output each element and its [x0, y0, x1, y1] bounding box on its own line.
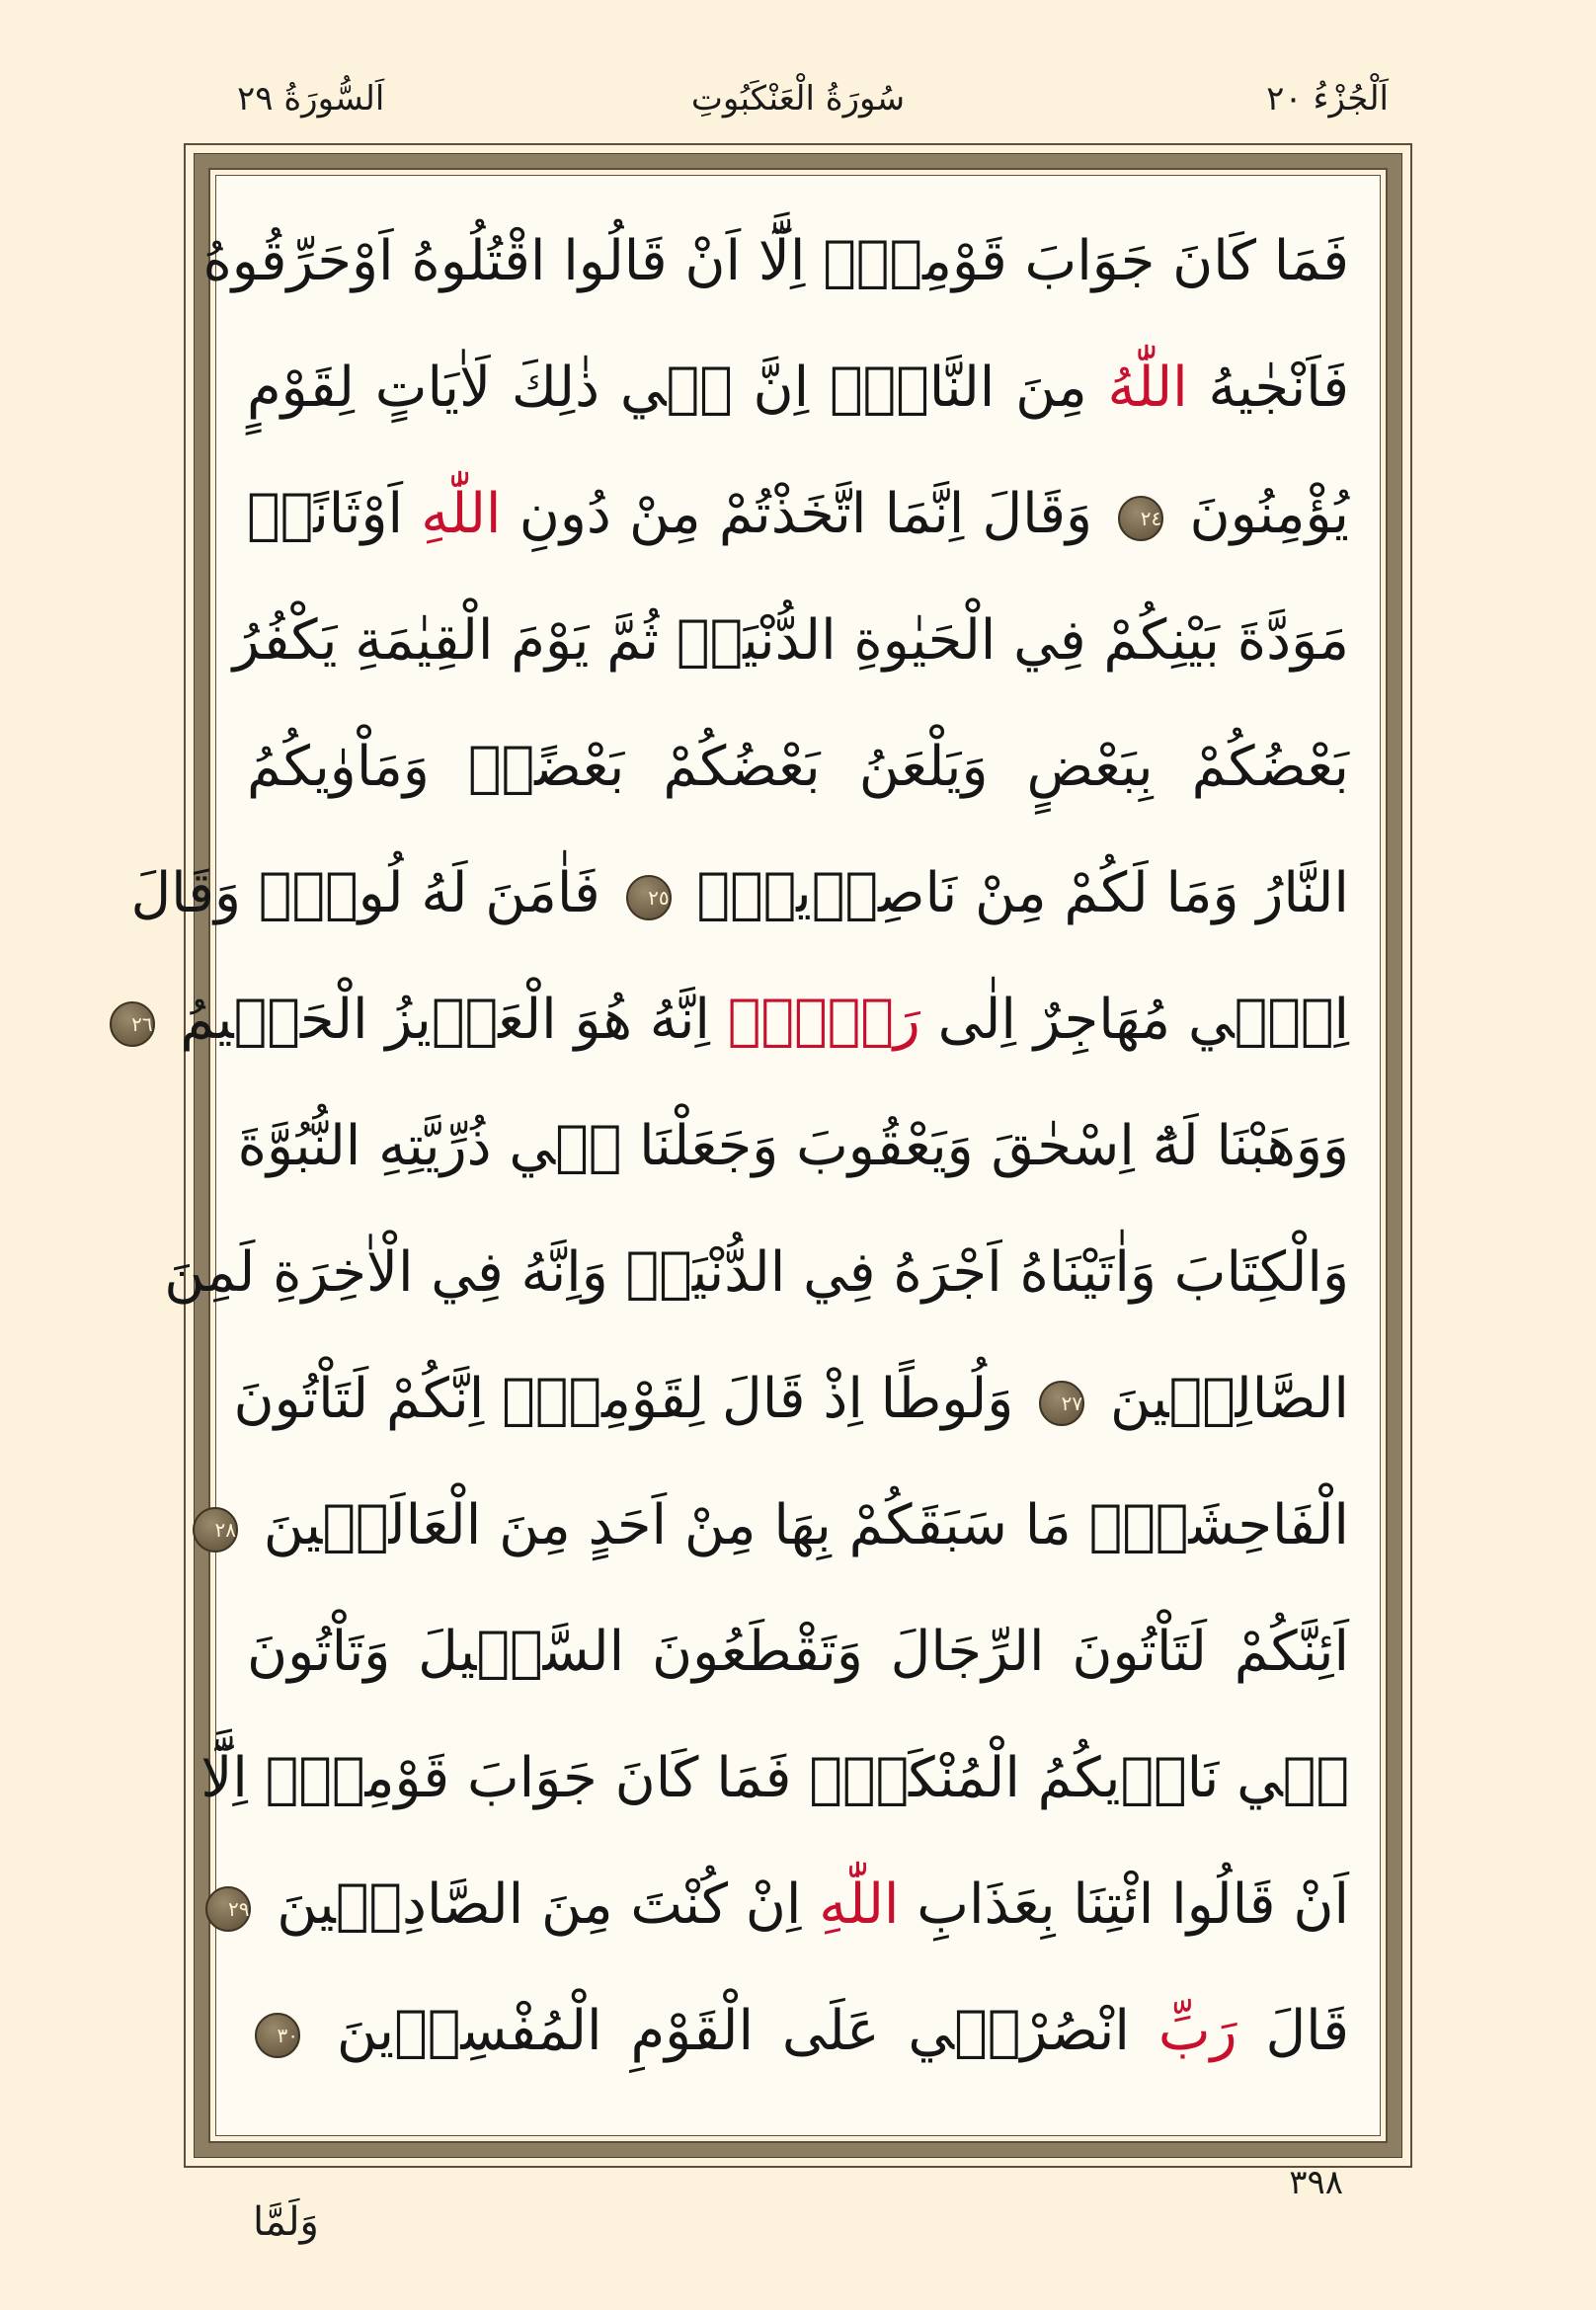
divine-name: رَبِّ — [1157, 1999, 1237, 2063]
line-text: اَوْثَانًاۙ — [247, 482, 422, 546]
text-line — [237, 1097, 1349, 1196]
ayah-number-marker: ٢٧ — [1039, 1381, 1084, 1426]
quran-text-block — [130, 212, 1349, 2118]
line-text: مَوَدَّةَ بَيْنِكُمْ فِي الْحَيٰوةِ الدُّنْيَاۚ ثُمَّ يَوْمَ الْقِيٰمَةِ يَكْفُرُ — [232, 608, 1349, 673]
text-line — [233, 1350, 1349, 1449]
text-line — [228, 1856, 1349, 1954]
line-text: الصَّالِحٖينَ — [1092, 1367, 1349, 1431]
divine-name: اللّٰهِ — [421, 482, 502, 546]
line-text: فٖي نَادٖيكُمُ الْمُنْكَرَۜ فَمَا كَانَ جَوَابَ قَوْمِهٖٓ اِلَّٓا — [200, 1746, 1349, 1810]
line-text: وَلُوطًا اِذْ قَالَ لِقَوْمِهٖٓ اِنَّكُمْ لَتَاْتُونَ — [233, 1367, 1032, 1431]
catchword: وَلَمَّا — [253, 2199, 319, 2245]
text-line — [202, 212, 1349, 311]
page-number: ٣٩٨ — [1289, 2163, 1343, 2202]
line-text: اَئِنَّكُمْ لَتَاْتُونَ الرِّجَالَ وَتَقْطَعُونَ السَّبٖيلَ وَتَاْتُونَ — [247, 1620, 1349, 1684]
ayah-number-marker: ٢٤ — [1118, 496, 1163, 541]
ayah-number-marker: ٣٠ — [255, 2013, 300, 2058]
text-line — [130, 844, 1349, 943]
text-line — [164, 1224, 1349, 1322]
text-line — [247, 1982, 1349, 2081]
line-text: بَعْضُكُمْ بِبَعْضٍ وَيَلْعَنُ بَعْضُكُمْ بَعْضًاۘ وَمَاْوٰيكُمُ — [247, 735, 1349, 799]
text-line — [131, 971, 1349, 1070]
text-line — [247, 718, 1349, 817]
line-text: اِنْ كُنْتَ مِنَ الصَّادِقٖينَ — [259, 1872, 820, 1937]
juz-label: اَلْجُزْءُ ٢٠ — [1266, 79, 1389, 119]
text-line — [232, 592, 1349, 690]
ayah-number-marker: ٢٩ — [205, 1886, 251, 1932]
line-text: يُؤْمِنُونَ — [1171, 482, 1349, 546]
ayah-number-marker: ٢٦ — [110, 1001, 155, 1047]
line-text: فَاَنْجٰيهُ — [1187, 356, 1349, 420]
page-header — [188, 69, 1408, 128]
line-text: وَقَالَ اِنَّمَا اتَّخَذْتُمْ مِنْ دُونِ — [501, 482, 1111, 546]
line-text: الْفَاحِشَةَۘ مَا سَبَقَكُمْ بِهَا مِنْ اَحَدٍ مِنَ الْعَالَمٖينَ — [246, 1493, 1349, 1557]
line-text: فَمَا كَانَ جَوَابَ قَوْمِهٖٓ اِلَّٓا اَنْ قَالُوا اقْتُلُوهُ اَوْحَرِّقُوهُ — [202, 229, 1349, 293]
surah-title: سُورَةُ الْعَنْكَبُوتِ — [690, 79, 906, 119]
text-line — [247, 465, 1349, 564]
divine-name: رَبّٖيۜ — [727, 988, 920, 1052]
divine-name: اللّٰهِ — [819, 1872, 900, 1937]
text-line — [247, 1603, 1349, 1702]
line-text: وَوَهَبْنَا لَهُٓ اِسْحٰقَ وَيَعْقُوبَ وَجَعَلْنَا فٖي ذُرِّيَّتِهِ النُّبُوَّةَ — [237, 1114, 1349, 1178]
line-text: قَالَ — [1237, 1999, 1349, 2063]
line-text: اِنَّهُ هُوَ الْعَزٖيزُ الْحَكٖيمُ — [162, 988, 728, 1052]
text-line — [247, 339, 1349, 438]
line-text: اَنْ قَالُوا ائْتِنَا بِعَذَابِ — [899, 1872, 1349, 1937]
line-text: اِنّٖي مُهَاجِرٌ اِلٰى — [919, 988, 1349, 1052]
ayah-number-marker: ٢٥ — [626, 875, 672, 920]
text-line — [200, 1729, 1349, 1828]
line-text: وَالْكِتَابَ وَاٰتَيْنَاهُ اَجْرَهُ فِي الدُّنْيَاۚ وَاِنَّهُ فِي الْاٰخِرَةِ لَمِنَ — [164, 1240, 1349, 1305]
line-text: النَّارُ وَمَا لَكُمْ مِنْ نَاصِرٖينَۗ — [678, 861, 1349, 925]
text-line — [214, 1476, 1349, 1575]
ayah-number-marker: ٢٨ — [193, 1507, 238, 1553]
surah-number-label: اَلسُّورَةُ ٢٩ — [237, 79, 385, 119]
line-text: مِنَ النَّارِۜ اِنَّ فٖي ذٰلِكَ لَاٰيَاتٍ لِقَوْمٍ — [247, 356, 1108, 420]
line-text: فَاٰمَنَ لَهُ لُوطٌۢ وَقَالَ — [130, 861, 618, 925]
line-text: انْصُرْنٖي عَلَى الْقَوْمِ الْمُفْسِدٖينَ — [308, 1999, 1158, 2063]
divine-name: اللّٰهُ — [1107, 356, 1188, 420]
